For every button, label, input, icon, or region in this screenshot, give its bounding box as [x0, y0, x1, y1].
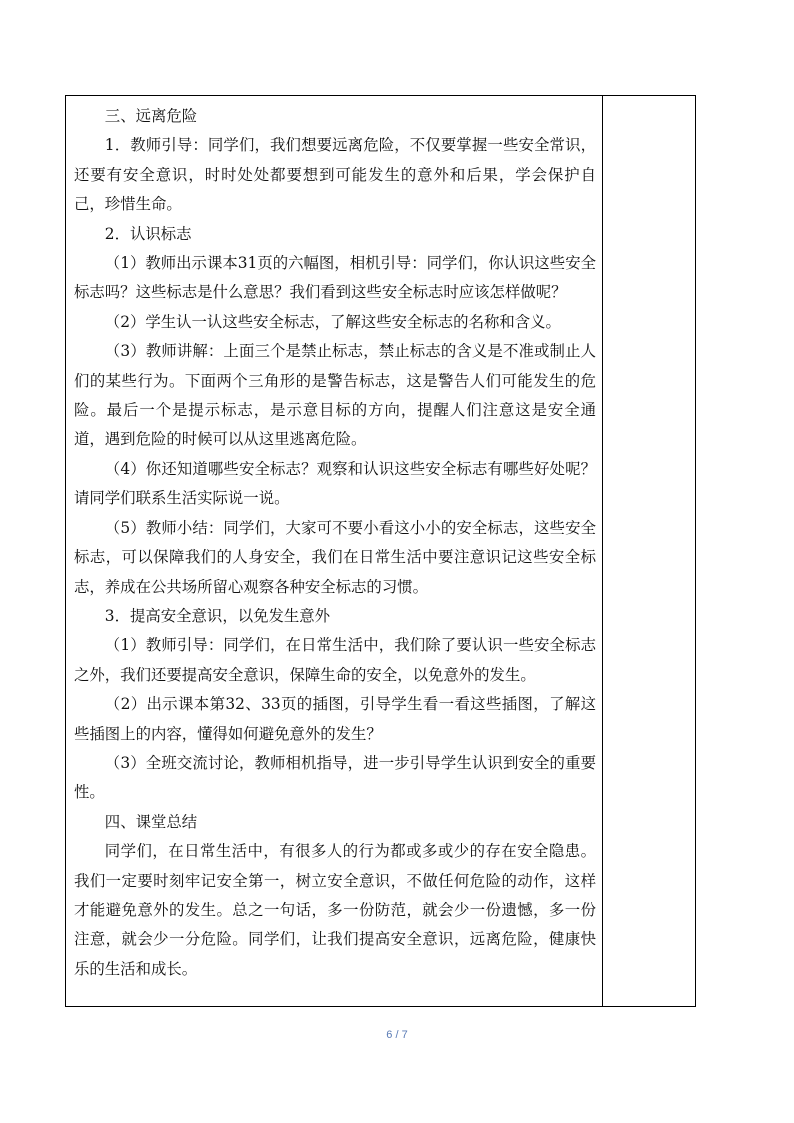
paragraph: （3）教师讲解：上面三个是禁止标志，禁止标志的含义是不准或制止人们的某些行为。下面两个三角形的是警告标志，这是警告人们可能发生的危险。最后一个是提示标志，是示意目标的方向，提醒人们注意这是安全通道，遇到危险的时候可以从这里逃离危险。 — [74, 342, 596, 449]
paragraph: （4）你还知道哪些安全标志？观察和认识这些安全标志有哪些好处呢？请同学们联系生活实际说一说。 — [74, 459, 596, 508]
lesson-content-cell — [74, 102, 596, 984]
notes-cell — [603, 96, 695, 1006]
paragraph: 1．教师引导：同学们，我们想要远离危险，不仅要掌握一些安全常识，还要有安全意识，时时处处都要想到可能发生的意外和后果，学会保护自己，珍惜生命。 — [74, 136, 596, 214]
section-heading-4: 四、课堂总结 — [104, 812, 198, 831]
subheading: 2．认识标志 — [104, 224, 192, 243]
paragraph: （5）教师小结：同学们，大家可不要小看这小小的安全标志，这些安全标志，可以保障我们的人身安全，我们在日常生活中要注意识记这些安全标志，养成在公共场所留心观察各种安全标志的习惯。 — [74, 518, 596, 596]
page-number: 6 / 7 — [386, 1029, 408, 1041]
paragraph: （2）学生认一认这些安全标志，了解这些安全标志的名称和含义。 — [104, 312, 561, 331]
paragraph: （3）全班交流讨论，教师相机指导，进一步引导学生认识到安全的重要性。 — [74, 753, 596, 802]
paragraph: （1）教师出示课本31页的六幅图，相机引导：同学们，你认识这些安全标志吗？这些标志是什么意思？我们看到这些安全标志时应该怎样做呢？ — [74, 254, 596, 302]
paragraph: （1）教师引导：同学们，在日常生活中，我们除了要认识一些安全标志之外，我们还要提高安全意识，保障生命的安全，以免意外的发生。 — [74, 636, 596, 684]
paragraph: （2）出示课本第32、33页的插图，引导学生看一看这些插图，了解这些插图上的内容，懂得如何避免意外的发生？ — [74, 695, 596, 743]
lesson-table — [65, 95, 696, 1007]
section-heading-3: 三、远离危险 — [104, 107, 198, 125]
subheading: 3．提高安全意识，以免发生意外 — [104, 606, 331, 625]
paragraph: 同学们，在日常生活中，有很多人的行为都或多或少的存在安全隐患。我们一定要时刻牢记安全第一，树立安全意识，不做任何危险的动作，这样才能避免意外的发生。总之一句话，多一份防范，就会少一份遗憾，多一份注意，就会少一分危险。同学们，让我们提高安全意识，远离危险，健康快乐的生活和成长。 — [74, 842, 596, 978]
